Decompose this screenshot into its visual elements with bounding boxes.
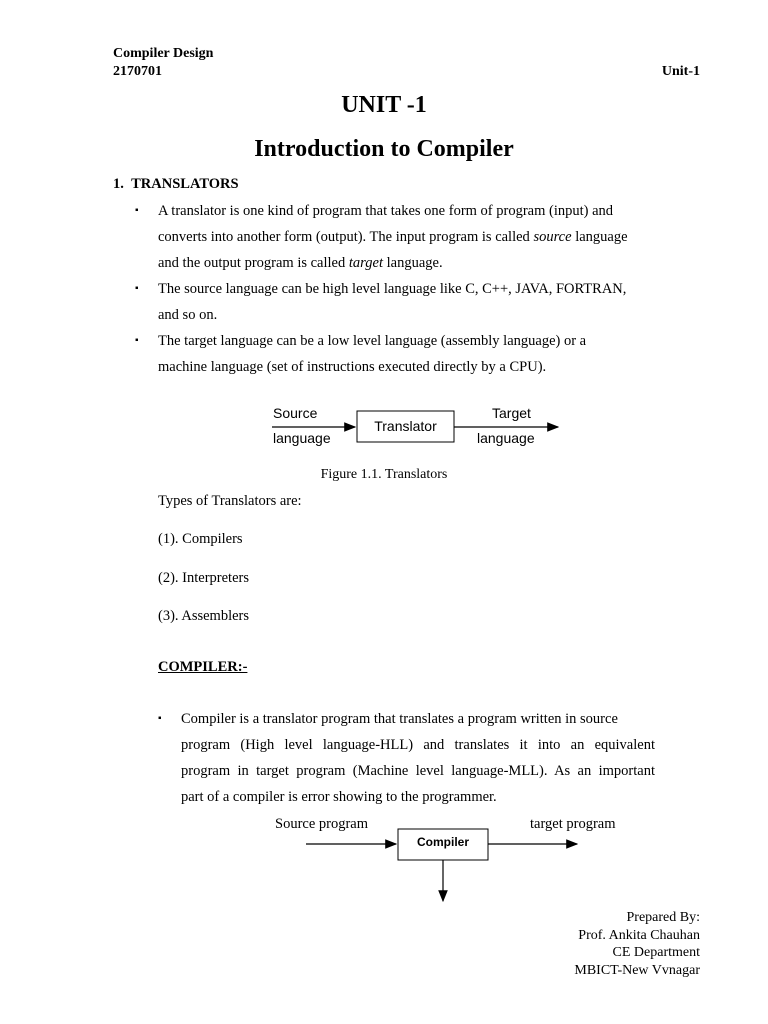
fig1-translator-label: Translator <box>374 418 437 434</box>
compiler-line-1: Compiler is a translator program that translates a program written in source <box>181 711 618 727</box>
fig2-target-label: target program <box>530 816 616 832</box>
unit-title: UNIT -1 <box>341 92 427 118</box>
text-run: converts into another form (output). The input program is called <box>158 229 534 245</box>
bullet-3-line-2: machine language (set of instructions executed directly by a CPU). <box>158 359 547 375</box>
figure-caption: Figure 1.1. Translators <box>320 467 448 482</box>
course-code: 2170701 <box>113 64 162 79</box>
fig1-language-label-right: language <box>477 430 535 446</box>
fig2-source-label: Source program <box>275 816 369 832</box>
chapter-title: Introduction to Compiler <box>254 136 514 162</box>
text-run: language. <box>382 255 443 271</box>
fig1-target-label: Target <box>492 405 531 421</box>
compiler-heading: COMPILER:- <box>158 659 248 675</box>
bullet-2-line-1: The source language can be high level language like C, C++, JAVA, FORTRAN, <box>158 281 627 297</box>
fig1-source-label: Source <box>273 405 318 421</box>
compiler-line-4: part of a compiler is error showing to the programmer. <box>181 789 497 805</box>
types-item: (3). Assemblers <box>158 608 250 624</box>
types-item: (2). Interpreters <box>158 570 249 586</box>
fig2-compiler-label: Compiler <box>416 835 469 849</box>
compiler-line-3: program in target program (Machine level language-MLL). As an important <box>181 763 655 779</box>
department: CE Department <box>612 945 700 960</box>
prepared-by-label: Prepared By: <box>626 910 700 925</box>
text-run: language <box>571 229 628 245</box>
section-number: 1. <box>113 176 124 192</box>
institute: MBICT-New Vvnagar <box>574 962 700 978</box>
bullet-marker: ▪ <box>135 283 139 294</box>
types-intro: Types of Translators are: <box>158 493 302 509</box>
bullet-1-line-1: A translator is one kind of program that takes one form of program (input) and <box>158 203 614 219</box>
prepared-by-block <box>574 909 700 979</box>
bullet-2-line-2: and so on. <box>158 307 218 323</box>
bullet-marker: ▪ <box>158 713 162 724</box>
bullet-marker: ▪ <box>135 205 139 216</box>
compiler-line-2: program (High level language-HLL) and translates it into an equivalent <box>181 737 655 753</box>
section-title: TRANSLATORS <box>131 176 239 192</box>
fig1-language-label: language <box>273 430 331 446</box>
types-item: (1). Compilers <box>158 531 243 547</box>
section-heading <box>113 176 239 193</box>
bullet-1-line-2 <box>158 224 655 250</box>
course-name: Compiler Design <box>113 46 214 61</box>
bullet-marker: ▪ <box>135 335 139 346</box>
text-run: and the output program is called <box>158 255 349 271</box>
author-name: Prof. Ankita Chauhan <box>578 927 700 943</box>
bullet-3-line-1: The target language can be a low level language (assembly language) or a <box>158 333 587 349</box>
bullet-1-line-3 <box>158 250 655 276</box>
emphasis-target: target <box>348 255 383 271</box>
emphasis-source: source <box>533 229 572 245</box>
unit-tag: Unit-1 <box>661 64 700 79</box>
